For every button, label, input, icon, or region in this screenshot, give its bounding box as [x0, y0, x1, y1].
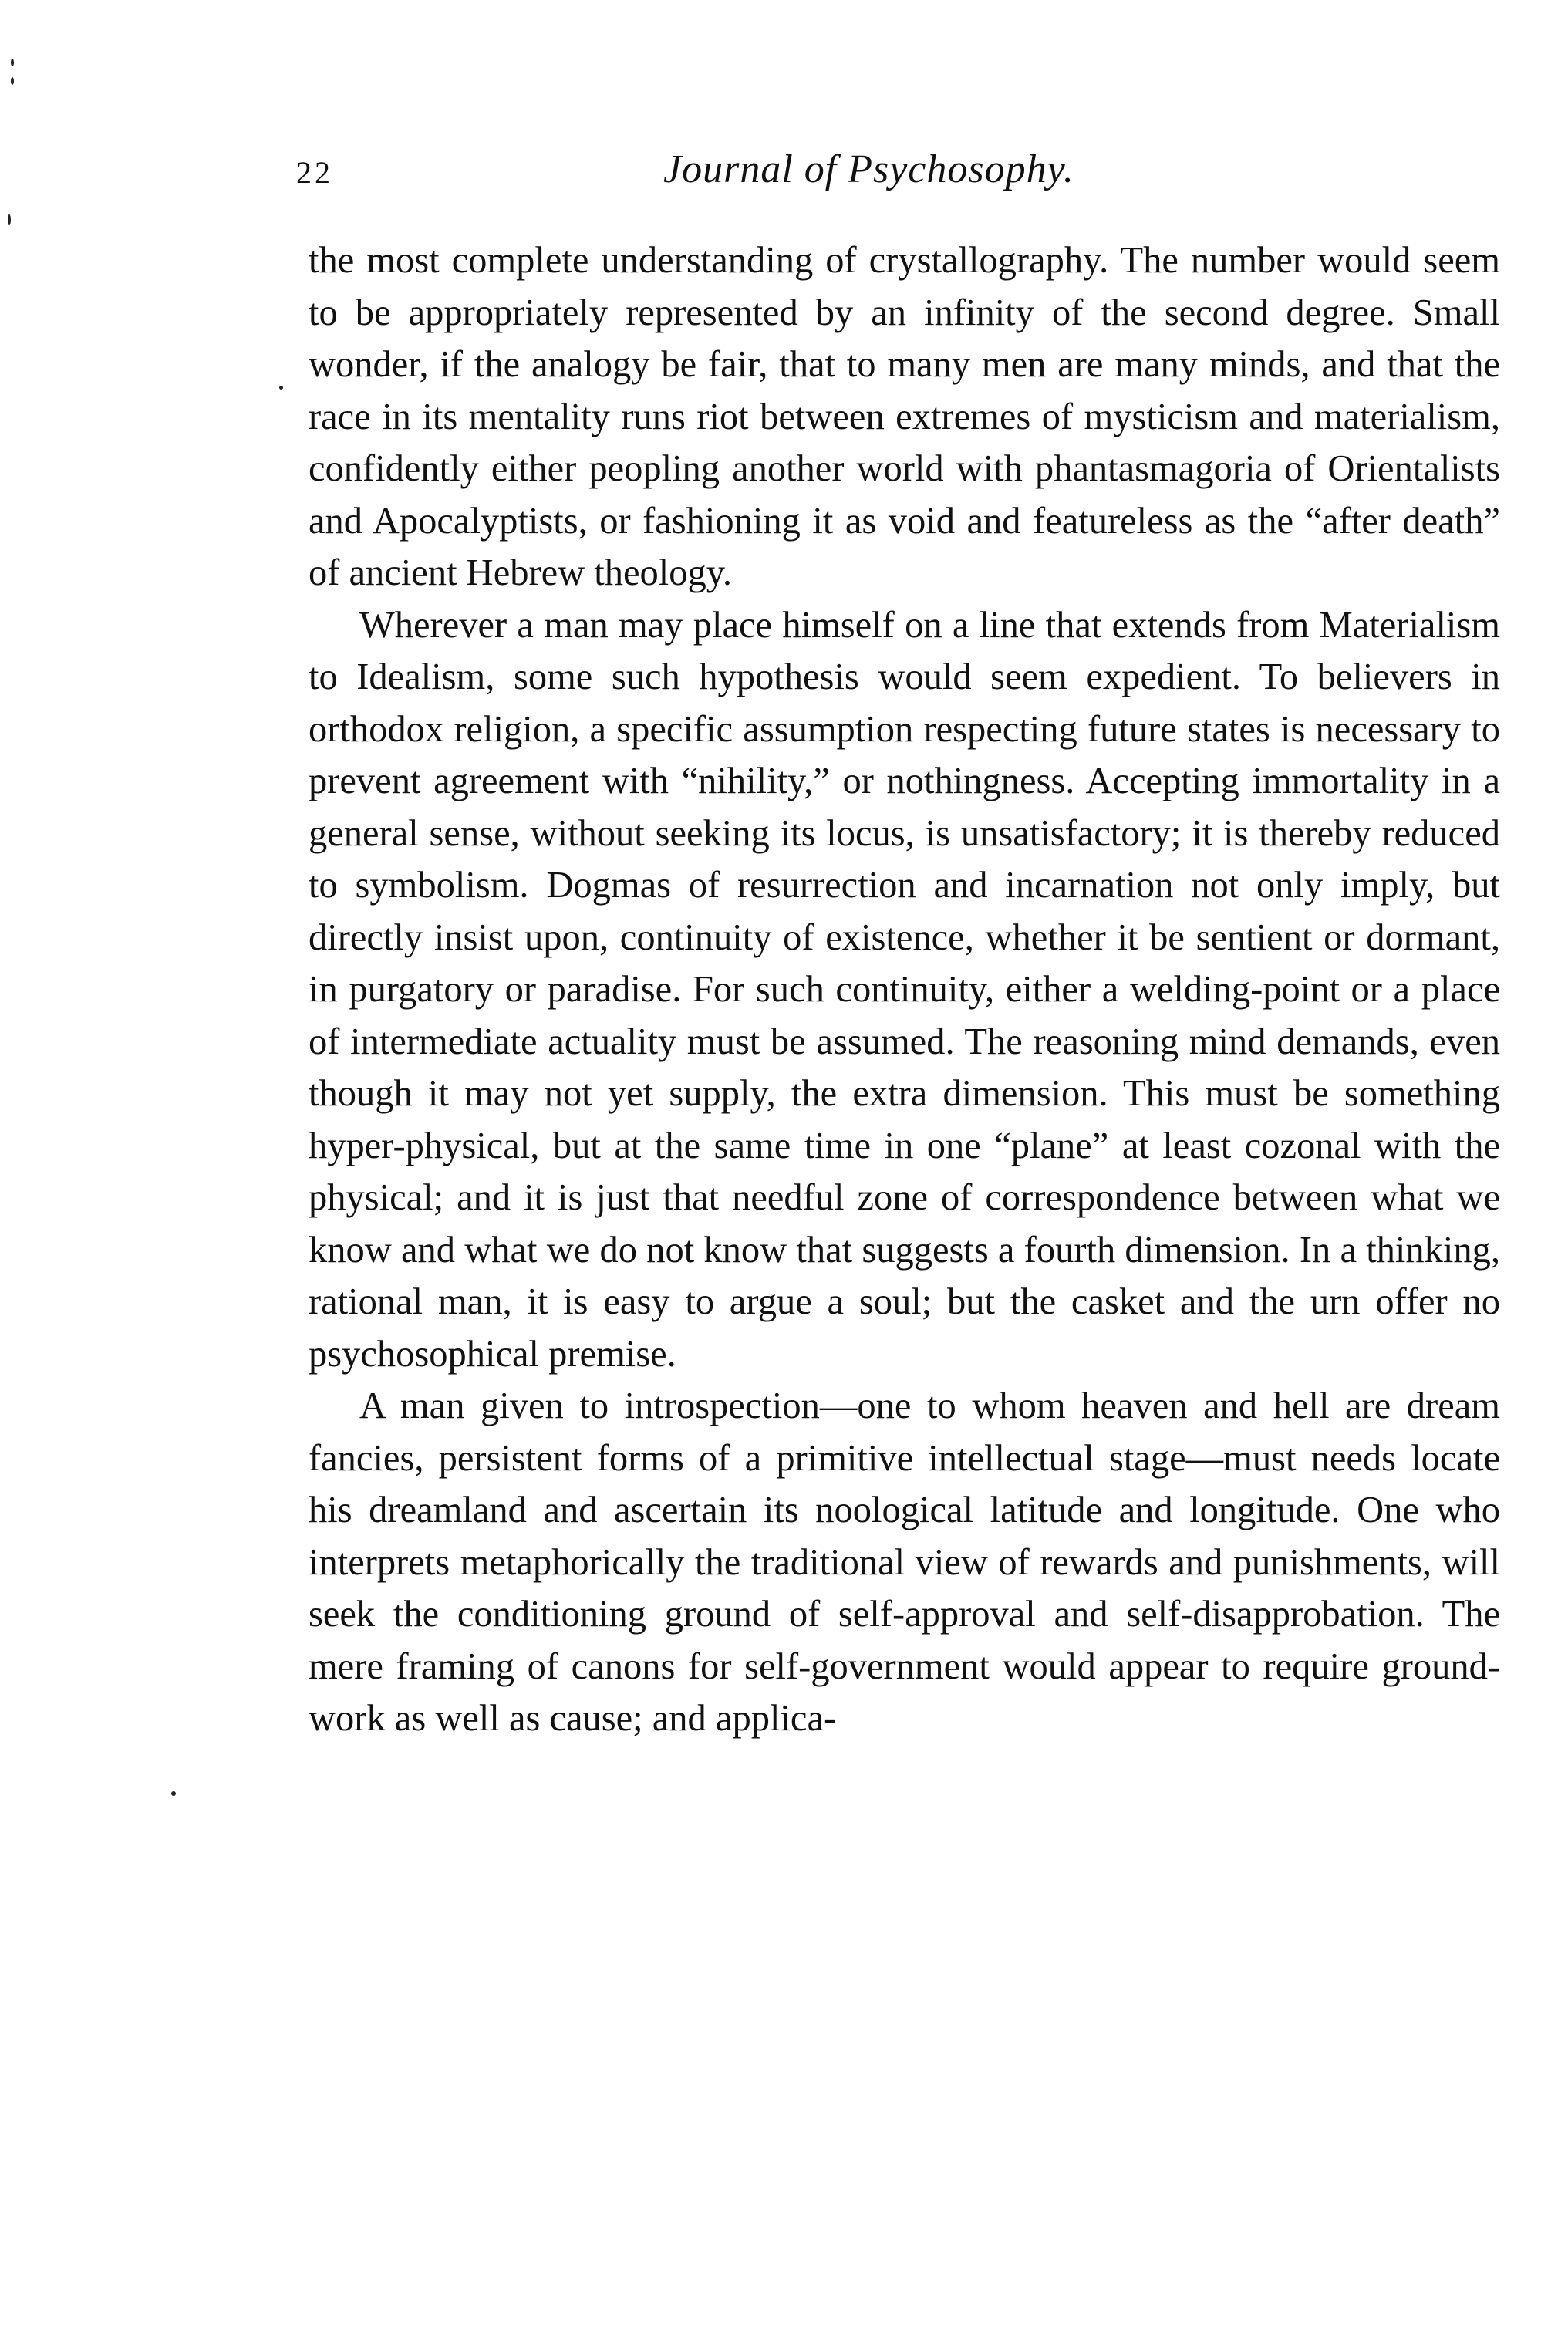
margin-speck — [171, 1791, 176, 1796]
page-body — [309, 235, 1500, 1745]
margin-speck — [11, 59, 14, 66]
paragraph-2: Wherever a man may place himself on a line that extends from Materialism to Idealism, some such hypothesis would seem expedient. To believers in orthodox religion, a specific assumption respecting future states is necessary to prevent agreement with “nihility,” or nothingness. Accepting immortality in a general sense, without seeking its locus, is unsatisfactory; it is thereby reduced to symbolism. Dogmas of resurrection and incarnation not only imply, but directly insist upon, continuity of existence, whether it be sentient or dormant, in purgatory or paradise. For such continuity, either a welding-point or a place of intermediate actuality must be assumed. The reasoning mind demands, even though it may not yet supply, the extra dimension. This must be something hyper-physical, but at the same time in one “plane” at least cozonal with the physical; and it is just that needful zone of correspondence between what we know and what we do not know that suggests a fourth dimension. In a thinking, rational man, it is easy to argue a soul; but the casket and the urn offer no psychosophical premise. — [309, 604, 1500, 1375]
margin-speck — [11, 77, 14, 85]
margin-speck — [8, 214, 11, 225]
paragraph-1: the most complete understanding of crystallography. The number would seem to be appropriately represented by an infinity of the second degree. Small wonder, if the analogy be fair, that to many men are many minds, and that the race in its mentality runs riot between extremes of mysticism and materialism, confidently either peopling another world with phantasmagoria of Orientalists and Apocalyptists, or fashioning it as void and featureless as the “after death” of ancient Hebrew theology. — [309, 240, 1500, 593]
margin-speck — [279, 386, 283, 390]
running-title: Journal of Psychosophy. — [663, 147, 1074, 191]
page-number: 22 — [296, 155, 333, 190]
paragraph-3: A man given to introspection—one to whom heaven and hell are dream fancies, persistent forms of a primitive intellectual stage—must needs locate his dreamland and ascertain its noological latitude and longitude. One who interprets metaphorically the traditional view of rewards and punishments, will seek the conditioning ground of self-approval and self-disapprobation. The mere framing of canons for self-government would appear to require ground-work as well as cause; and applica- — [309, 1385, 1500, 1739]
